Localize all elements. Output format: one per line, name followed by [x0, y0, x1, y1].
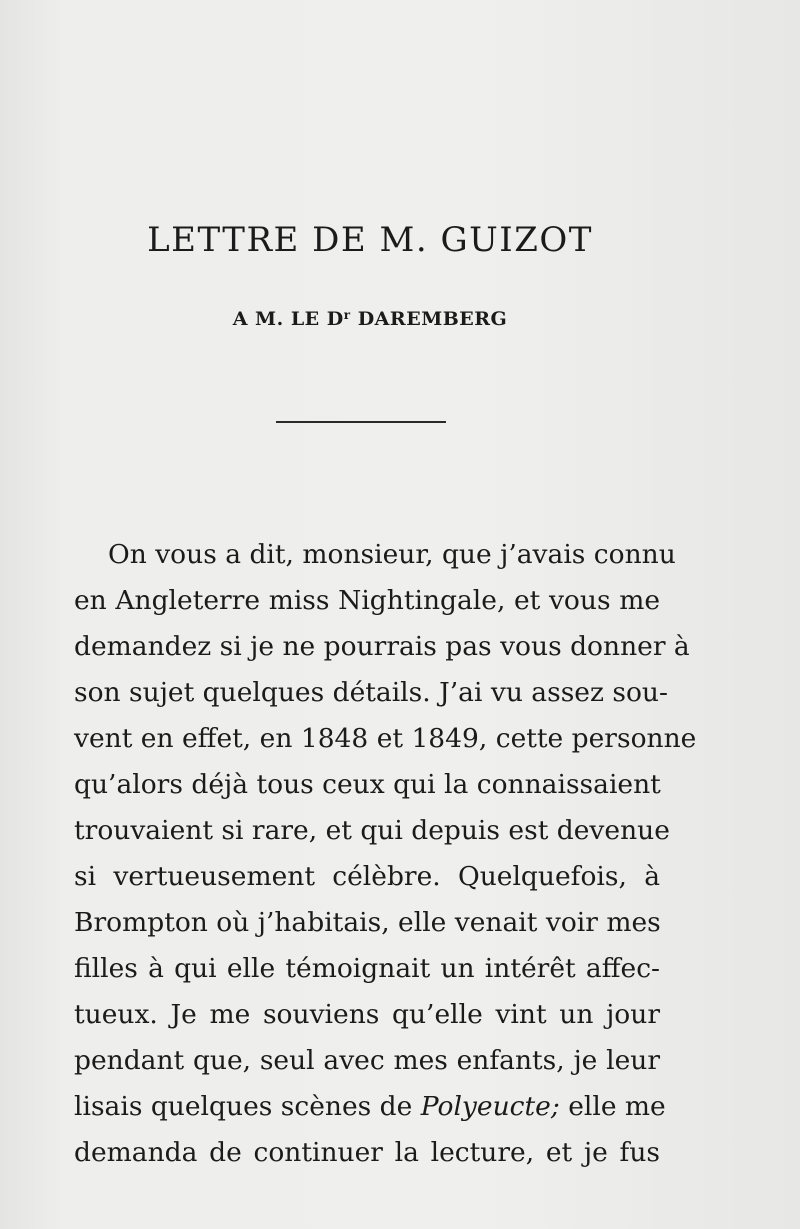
body-line: tueux. Je me souviens qu’elle vint un jour [74, 999, 660, 1030]
body-line: trouvaient si rare, et qui depuis est devenue [74, 815, 670, 846]
title-divider [276, 421, 446, 423]
body-line-with-italic [74, 1084, 666, 1130]
body-line: filles à qui elle témoignait un intérêt affec- [74, 953, 660, 984]
letter-body [74, 532, 697, 1176]
body-line: Brompton où j’habitais, elle venait voir mes [74, 907, 661, 938]
addressee-name: DAREMBERG [350, 308, 508, 330]
body-line: en Angleterre miss Nightingale, et vous me [74, 585, 660, 616]
body-line: qu’alors déjà tous ceux qui la connaissaient [74, 769, 661, 800]
letter-title: LETTRE DE M. GUIZOT [147, 220, 593, 260]
body-line: demandez si je ne pourrais pas vous donner à [74, 631, 690, 662]
addressee-superscript: r [343, 308, 351, 322]
italic-title-polyeucte: Polyeucte; [420, 1091, 560, 1122]
body-line-before-italic: lisais quelques scènes de [74, 1091, 421, 1122]
body-line: demanda de continuer la lecture, et je fus [74, 1137, 660, 1168]
body-line-after-italic: elle me [559, 1091, 666, 1122]
letter-addressee [0, 308, 740, 330]
body-line: pendant que, seul avec mes enfants, je leur [74, 1045, 660, 1076]
body-line: On vous a dit, monsieur, que j’avais connu [108, 539, 676, 570]
body-line: vent en effet, en 1848 et 1849, cette personne [74, 723, 697, 754]
addressee-prefix: A M. LE D [232, 308, 344, 330]
body-line: si vertueusement célèbre. Quelquefois, à [74, 861, 660, 892]
body-line: son sujet quelques détails. J’ai vu assez sou- [74, 677, 668, 708]
